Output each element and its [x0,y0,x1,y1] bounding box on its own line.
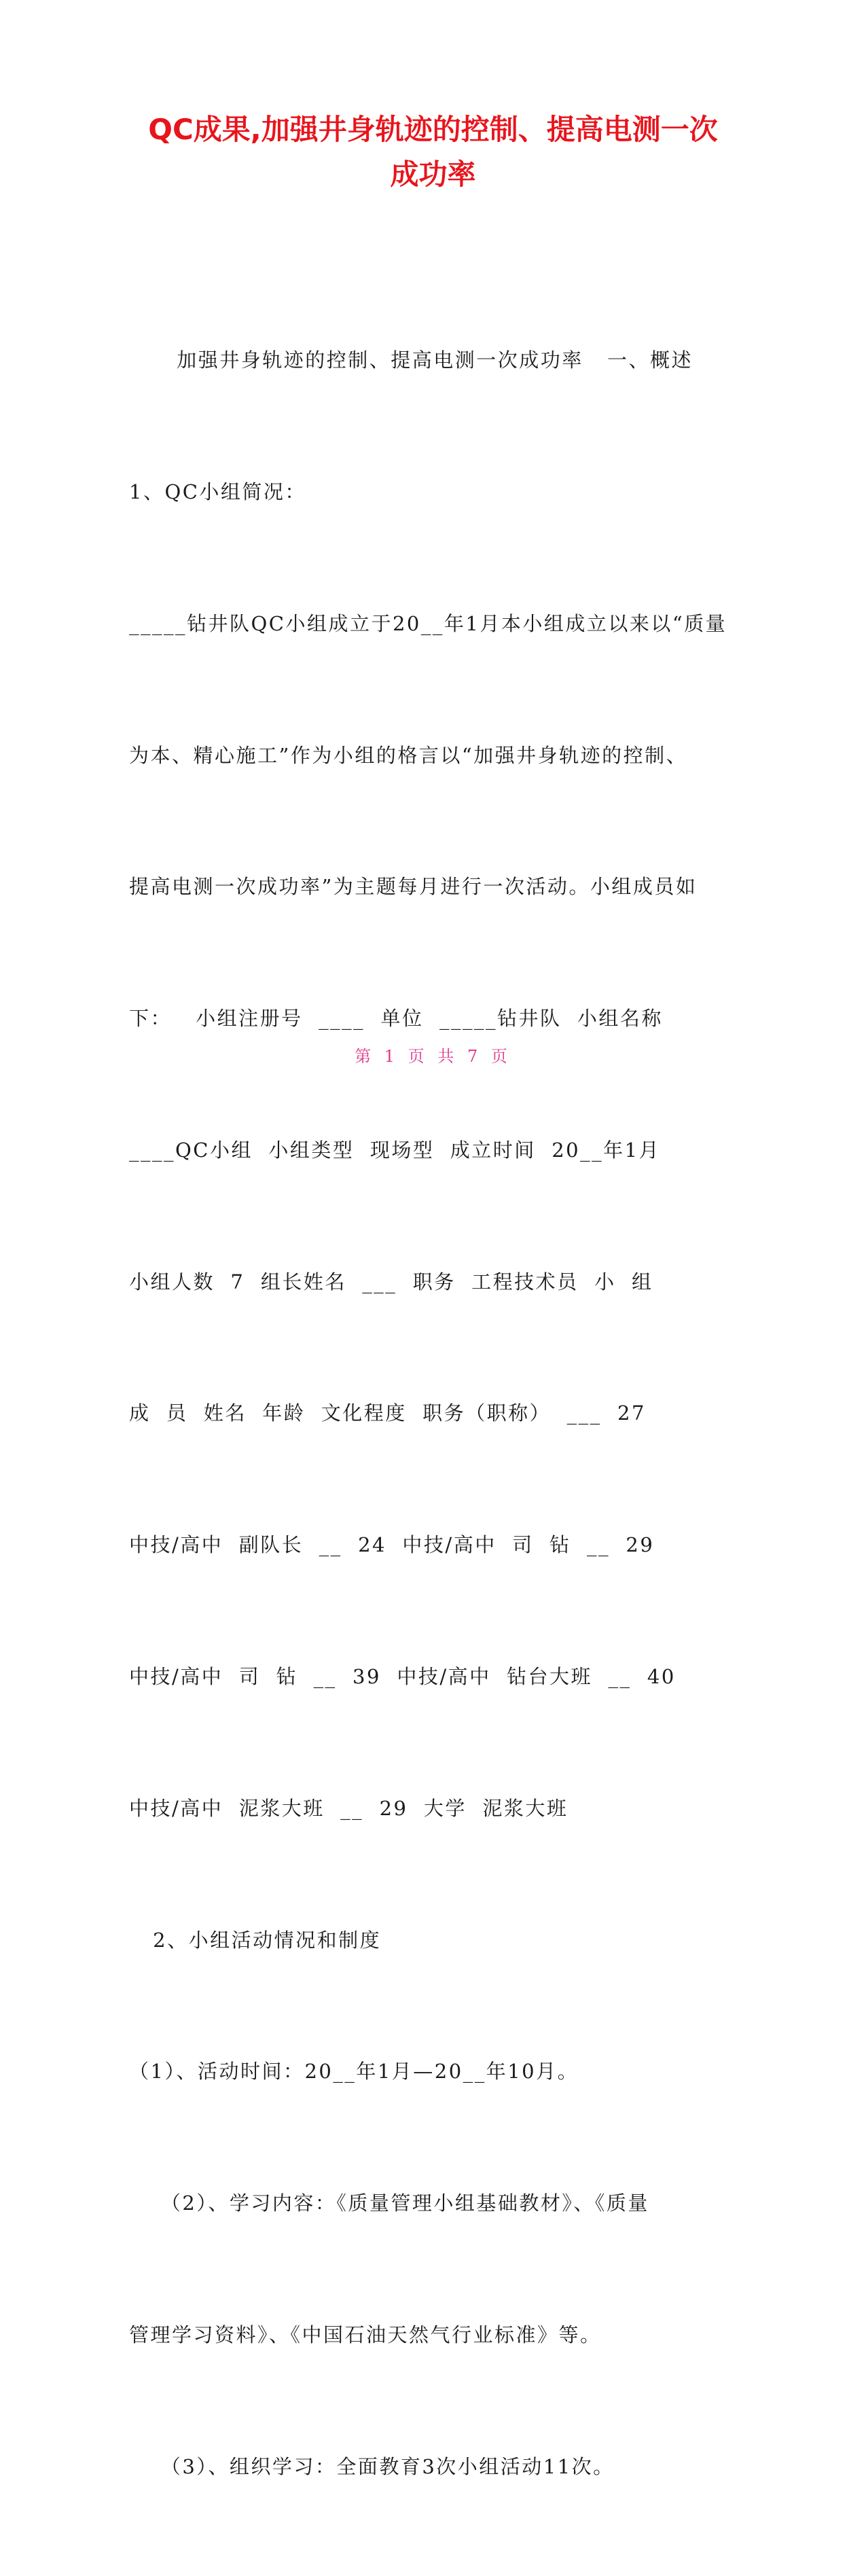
body-line: 小组人数 7 组长姓名 ___ 职务 工程技术员 小 组 [129,1270,653,1293]
body-line: ____QC小组 小组类型 现场型 成立时间 20__年1月 [129,1138,661,1162]
body-line: 中技/高中 副队长 __ 24 中技/高中 司 钻 __ 29 [129,1533,655,1557]
body-line: 成 员 姓名 年龄 文化程度 职务（职称） ___ 27 [129,1401,646,1425]
document-title [102,107,764,197]
body-line: _____钻井队QC小组成立于20__年1月本小组成立以来以“质量 [129,611,727,635]
body-line: 中技/高中 泥浆大班 __ 29 大学 泥浆大班 [129,1796,569,1820]
page-footer [0,1043,866,1067]
document-body [129,251,740,2576]
body-line: （3）、组织学习：全面教育3次小组活动11次。 [129,2454,615,2478]
body-line: 下： 小组注册号 ____ 单位 _____钻井队 小组名称 [129,1007,663,1031]
body-line: 中技/高中 司 钻 __ 39 中技/高中 钻台大班 __ 40 [129,1665,676,1688]
body-line: （2）、学习内容：《质量管理小组基础教材》、《质量 [129,2192,649,2215]
title-line-2: 成功率 [390,158,476,191]
body-line: 为本、精心施工”作为小组的格言以“加强井身轨迹的控制、 [129,743,688,767]
body-line: （1）、活动时间：20__年1月—20__年10月。 [129,2060,579,2083]
body-line: 提高电测一次成功率”为主题每月进行一次活动。小组成员如 [129,875,698,899]
body-line: 2、小组活动情况和制度 [129,1928,382,1952]
body-line: 1、QC小组简况： [129,480,306,503]
body-line: 加强井身轨迹的控制、提高电测一次成功率 一、概述 [129,348,693,372]
body-line: 管理学习资料》、《中国石油天然气行业标准》等。 [129,2323,602,2346]
title-line-1: QC成果,加强井身轨迹的控制、提高电测一次 [148,113,718,146]
page-number-label: 第 1 页 共 7 页 [355,1047,511,1066]
